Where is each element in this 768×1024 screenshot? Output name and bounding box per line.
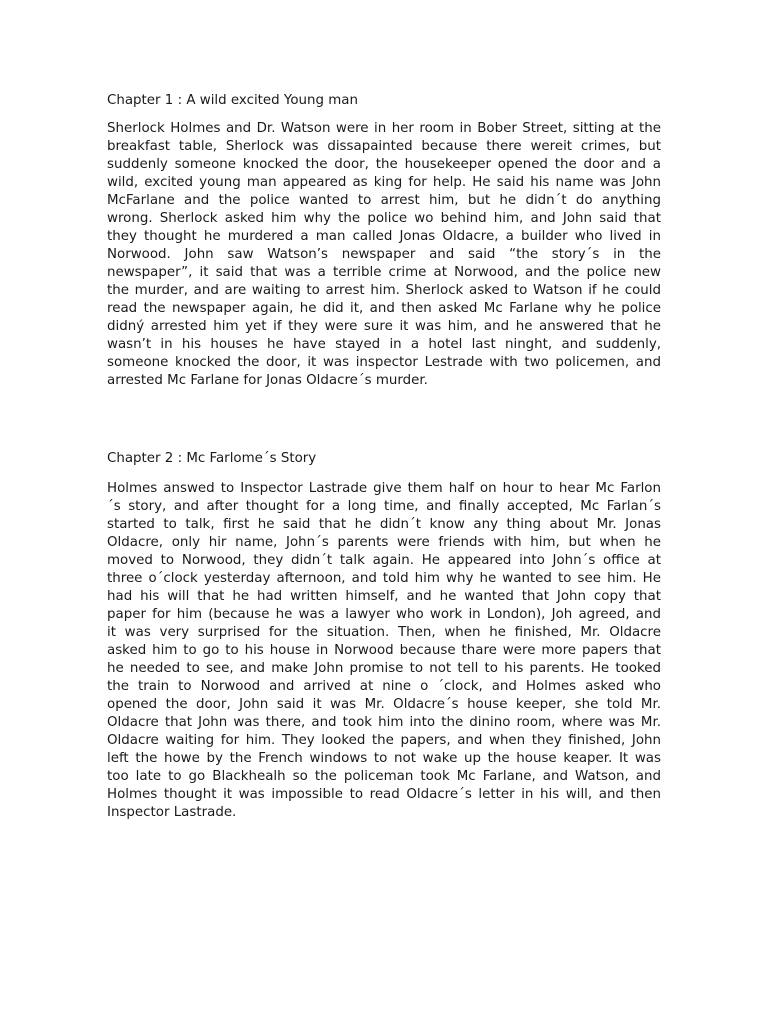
paragraph-line: wrong. Sherlock asked him why the police wo behind him, and John said that [107,211,661,226]
paragraph-line: arrested Mc Farlane for Jonas Oldacre´s murder. [107,373,428,388]
paragraph-line: Oldacre that John was there, and took him into the dinino room, where was Mr. [107,715,661,730]
paragraph-line: wild, excited young man appeared as king for help. He said his name was John [107,175,661,190]
paragraph-line: wasn’t in his houses he have stayed in a hotel last ninght, and suddenly, [107,337,661,352]
paragraph-line: they thought he murdered a man called Jonas Oldacre, a builder who lived in [107,229,661,244]
paragraph-line: read the newspaper again, he did it, and then asked Mc Farlane why he police [107,301,661,316]
paragraph-line: had his will that he had written himself, and he wanted that John copy that [107,589,661,604]
paragraph-line: asked him to go to his house in Norwood because thare were more papers that [107,643,661,658]
paragraph-line: McFarlane and the police wanted to arrest him, but he didn´t do anything [107,193,661,208]
paragraph-line: opened the door, John said it was Mr. Oldacre´s house keeper, she told Mr. [107,697,661,712]
paragraph-line: it was very surprised for the situation. Then, when he finished, Mr. Oldacre [107,625,661,640]
chapter-2-paragraph [107,480,661,822]
paragraph-line: ´s story, and after thought for a long time, and finally accepted, Mc Farlan´s [107,499,661,514]
paragraph-line: he needed to see, and make John promise to not tell to his parents. He tooked [107,661,661,676]
paragraph-line: didný arrested him yet if they were sure it was him, and he answered that he [107,319,661,334]
paragraph-line: the murder, and are waiting to arrest him. Sherlock asked to Watson if he could [107,283,661,298]
paragraph-line: newspaper”, it said that was a terrible crime at Norwood, and the police new [107,265,661,280]
chapter-1 [107,92,661,390]
document-page [107,92,661,820]
paragraph-line: too late to go Blackhealh so the policeman took Mc Farlane, and Watson, and [107,769,661,784]
paragraph-line: Inspector Lastrade. [107,805,237,820]
paragraph-line: moved to Norwood, they didn´t talk again. He appeared into John´s office at [107,553,661,568]
chapter-2-title: Chapter 2 : Mc Farlome´s Story [107,451,317,466]
chapter-1-paragraph [107,120,661,390]
paragraph-line: someone knocked the door, it was inspector Lestrade with two policemen, and [107,355,661,370]
paragraph-line: Norwood. John saw Watson’s newspaper and said “the story´s in the [107,247,661,262]
paragraph-line: suddenly someone knocked the door, the housekeeper opened the door and a [107,157,661,172]
paragraph-line: Sherlock Holmes and Dr. Watson were in her room in Bober Street, sitting at the [107,121,661,136]
paragraph-line: Holmes answed to Inspector Lastrade give them half on hour to hear Mc Farlon [107,481,661,496]
paragraph-line: the train to Norwood and arrived at nine o ´clock, and Holmes asked who [107,679,661,694]
chapter-1-title: Chapter 1 : A wild excited Young man [107,93,358,108]
paragraph-line: Holmes thought it was impossible to read Oldacre´s letter in his will, and then [107,787,661,802]
paragraph-line: left the howe by the French windows to not wake up the house keaper. It was [107,751,661,766]
paragraph-line: paper for him (because he was a lawyer who work in London), Joh agreed, and [107,607,661,622]
paragraph-line: three o´clock yesterday afternoon, and told him why he wanted to see him. He [107,571,661,586]
paragraph-line: Oldacre waiting for him. They looked the papers, and when they finished, John [107,733,661,748]
paragraph-line: started to talk, first he said that he didn´t know any thing about Mr. Jonas [107,517,661,532]
paragraph-line: breakfast table, Sherlock was dissapainted because there wereit crimes, but [107,139,661,154]
chapter-2 [107,450,661,822]
paragraph-line: Oldacre, only hir name, John´s parents were friends with him, but when he [107,535,661,550]
